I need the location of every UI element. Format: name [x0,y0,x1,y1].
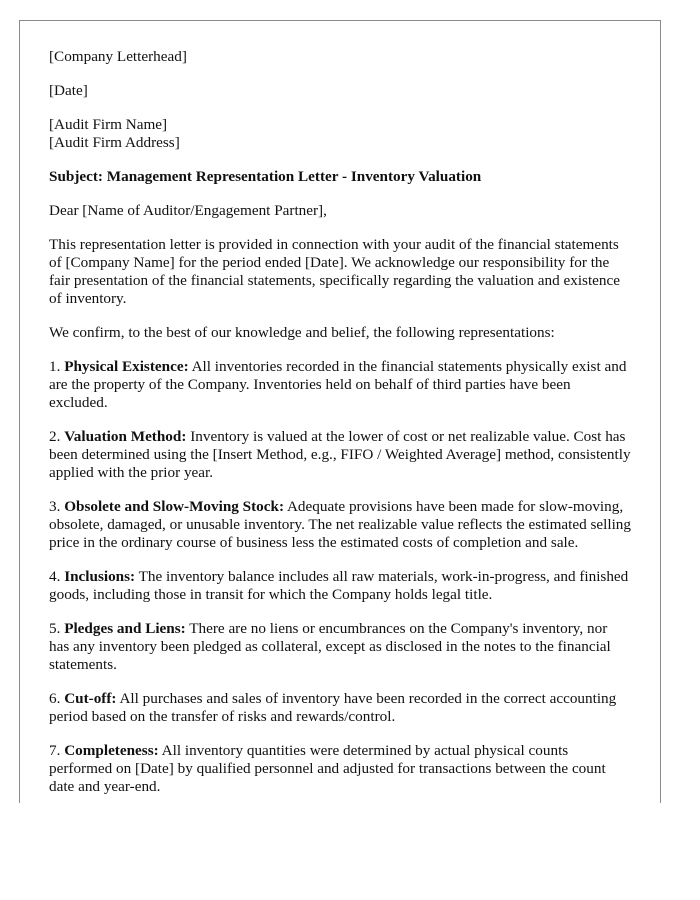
audit-firm-address: [Audit Firm Address] [49,134,180,151]
item-number: 7. [49,742,61,759]
representation-item-3 [49,498,631,552]
audit-firm-name: [Audit Firm Name] [49,116,168,133]
item-number: 5. [49,620,61,637]
item-text: All inventory quantities were determined by actual physical counts performed on [Date] by qualified personnel and adjusted for transactions between the count date and year-end. [49,742,606,795]
item-title: Physical Existence: [64,358,189,375]
item-title: Inclusions: [64,568,136,585]
item-number: 2. [49,428,61,445]
company-letterhead: [Company Letterhead] [49,48,187,65]
item-text: All purchases and sales of inventory have been recorded in the correct accounting period based on the transfer of risks and rewards/control. [49,690,617,725]
representation-item-5 [49,620,631,674]
representation-item-6 [49,690,631,726]
letter-subject: Subject: Management Representation Letter - Inventory Valuation [49,168,482,185]
intro-paragraph: This representation letter is provided in connection with your audit of the financial statements of [Company Name] for the period ended [Date]. We acknowledge our responsibility for the fair presentation of the financial statements, specifically regarding the valuation and existence of inventory. [49,236,620,307]
item-title: Obsolete and Slow-Moving Stock: [64,498,284,515]
item-title: Valuation Method: [64,428,187,445]
item-text: There are no liens or encumbrances on the Company's inventory, nor has any inventory been pledged as collateral, except as disclosed in the notes to the financial statements. [49,620,611,673]
representation-item-1 [49,358,631,412]
item-text: The inventory balance includes all raw materials, work-in-progress, and finished goods, including those in transit for which the Company holds legal title. [49,568,629,603]
representation-item-4 [49,568,631,604]
item-text: Inventory is valued at the lower of cost or net realizable value. Cost has been determined using the [Insert Method, e.g., FIFO / Weighted Average] method, consistently applied with the prior year. [49,428,631,481]
item-number: 1. [49,358,61,375]
item-number: 4. [49,568,61,585]
item-title: Cut-off: [64,690,117,707]
representation-item-7 [49,742,631,796]
letter-body [20,21,660,796]
item-number: 6. [49,690,61,707]
letter-date: [Date] [49,82,88,99]
item-text: All inventories recorded in the financial statements physically exist and are the property of the Company. Inventories held on behalf of third parties have been excluded. [49,358,627,411]
representation-item-2 [49,428,631,482]
item-number: 3. [49,498,61,515]
salutation: Dear [Name of Auditor/Engagement Partner], [49,202,327,219]
item-title: Pledges and Liens: [64,620,186,637]
letter-page [19,20,661,803]
confirmation-statement: We confirm, to the best of our knowledge and belief, the following representations: [49,324,555,341]
item-text: Adequate provisions have been made for slow-moving, obsolete, damaged, or unusable inventory. The net realizable value reflects the estimated selling price in the ordinary course of business less the estimated costs of completion and sale. [49,498,631,551]
item-title: Completeness: [64,742,159,759]
